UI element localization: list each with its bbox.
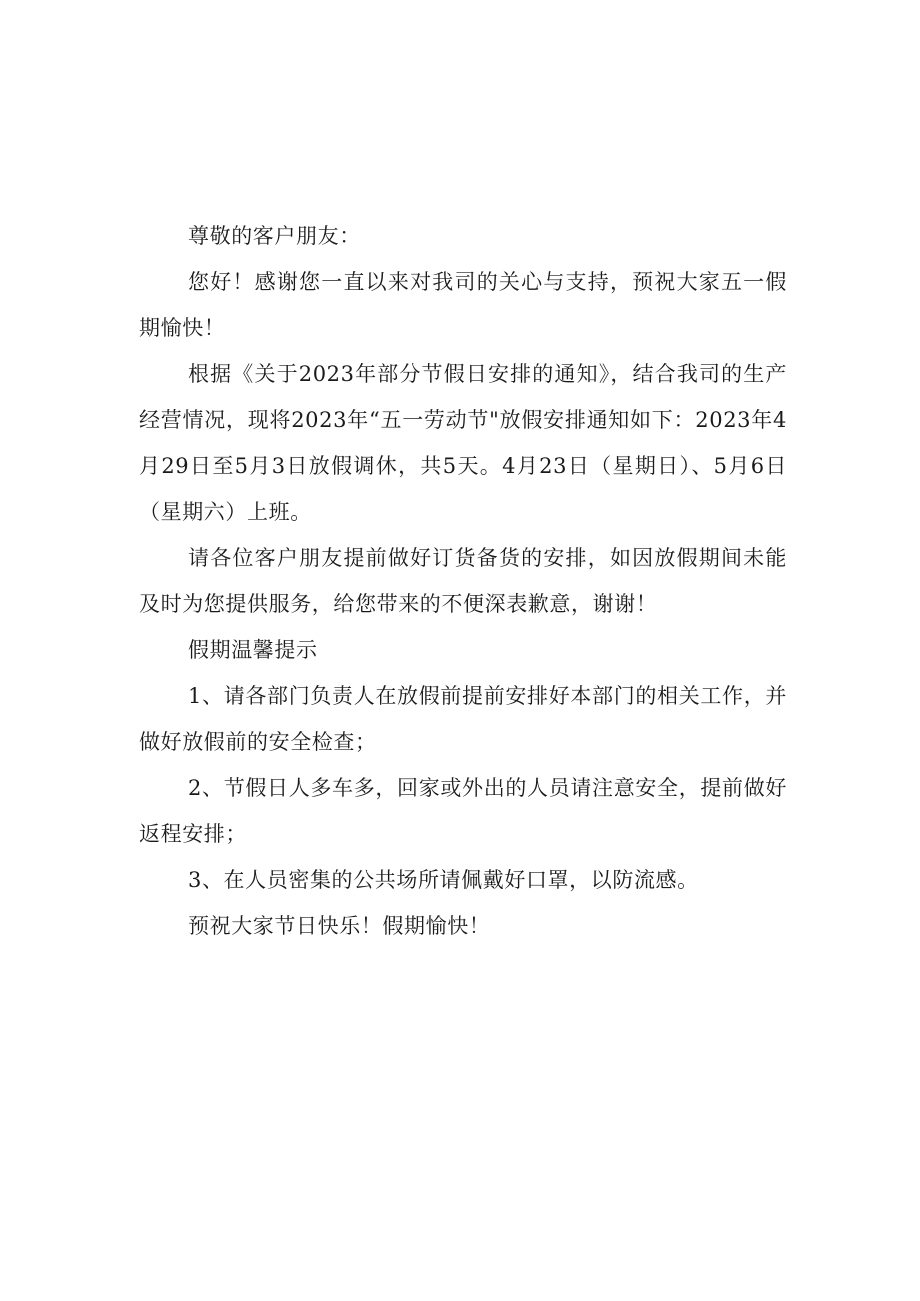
salutation: 尊敬的客户朋友： <box>188 224 361 248</box>
greeting-paragraph: 您好！感谢您一直以来对我司的关心与支持，预祝大家五一假期愉快！ <box>139 270 787 340</box>
holiday-schedule-paragraph: 根据《关于2023年部分节假日安排的通知》，结合我司的生产经营情况，现将2023年“五一劳动节"放假安排通知如下：2023年4月29日至5月3日放假调休，共5天。4月23日（星期日）、5月6日（星期六）上班。 <box>139 362 787 524</box>
tips-heading: 假期温馨提示 <box>188 638 318 662</box>
tip-item-3: 3、在人员密集的公共场所请佩戴好口罩，以防流感。 <box>188 868 699 892</box>
document-body <box>139 213 787 949</box>
tip-item-2: 2、节假日人多车多，回家或外出的人员请注意安全，提前做好返程安排； <box>139 776 787 846</box>
tip-item-1: 1、请各部门负责人在放假前提前安排好本部门的相关工作，并做好放假前的安全检查； <box>139 684 787 754</box>
customer-notice-paragraph: 请各位客户朋友提前做好订货备货的安排，如因放假期间未能及时为您提供服务，给您带来的不便深表歉意，谢谢！ <box>139 546 787 616</box>
closing-wishes: 预祝大家节日快乐！假期愉快！ <box>188 914 491 938</box>
